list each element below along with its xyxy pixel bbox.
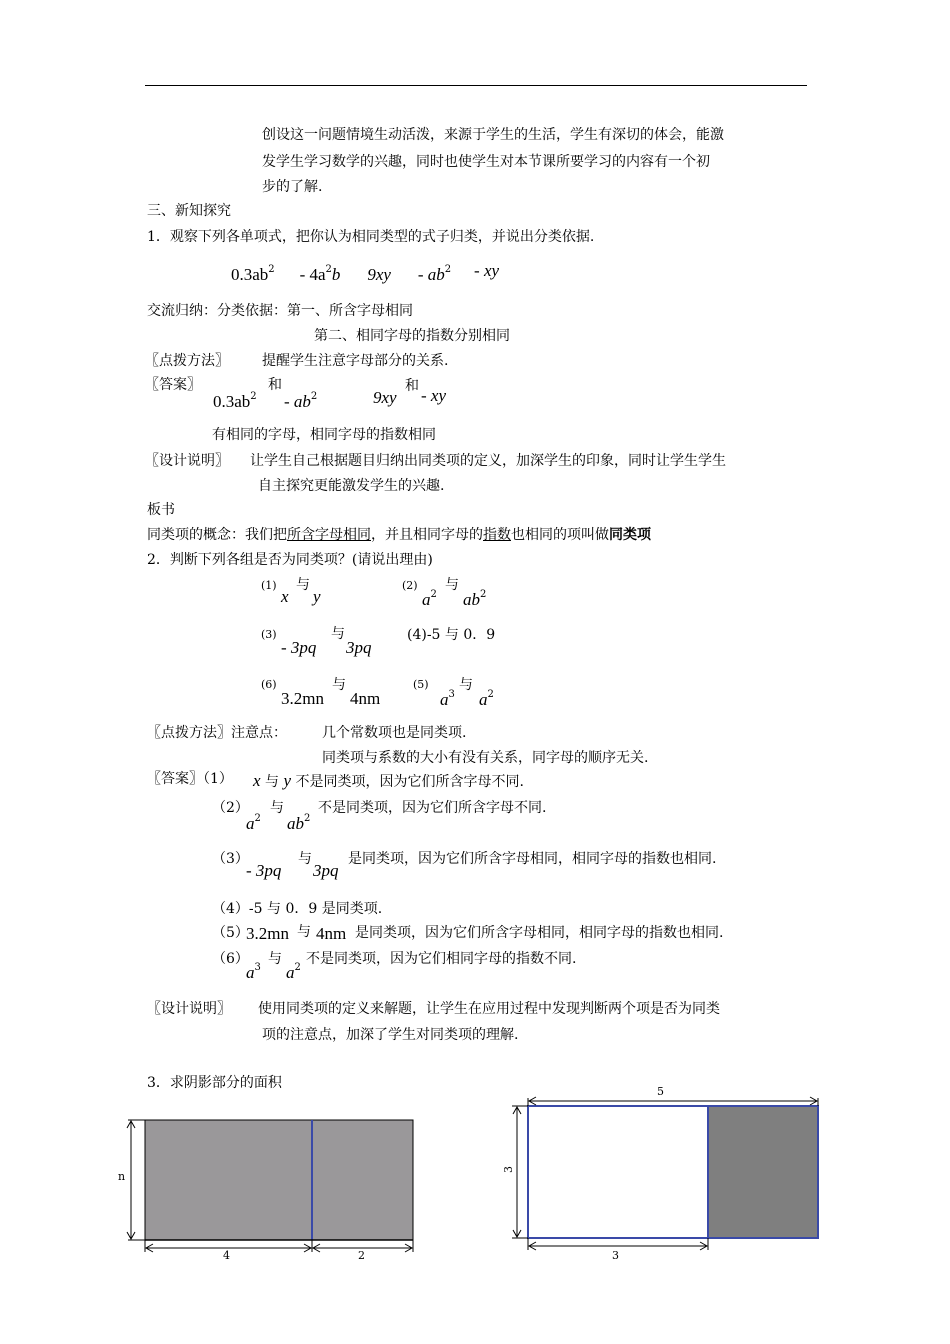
right-top-label: 5 xyxy=(657,1085,664,1098)
item-5-a: $a^3$ xyxy=(440,689,455,709)
tip2-label: 〖点拨方法〗注意点： xyxy=(147,725,287,741)
item-2-b: $ab^2$ xyxy=(463,589,487,609)
question-3-prompt: 3．求阴影部分的面积 xyxy=(147,1075,282,1091)
design-line-2: 自主探究更能激发学生的兴趣. xyxy=(258,478,445,494)
answer-2-with: 与 xyxy=(270,800,284,816)
answer-group-1: $0.3ab^2$ xyxy=(213,391,257,411)
answer-6-b: $a^2$ xyxy=(286,962,301,982)
answer-note: 有相同的字母，相同字母的指数相同 xyxy=(212,427,436,443)
item-2-with: 与 xyxy=(445,577,459,593)
summary-line-1: 交流归纳：分类依据：第一、所含字母相同 xyxy=(147,303,413,319)
answer-5-with: 与 xyxy=(297,924,311,940)
item-3-b: 3pq xyxy=(346,638,372,657)
left-height-label: n xyxy=(118,1170,126,1183)
summary-line-2: 第二、相同字母的指数分别相同 xyxy=(314,328,510,344)
answer-6-text: 不是同类项，因为它们相同字母的指数不同. xyxy=(306,951,577,967)
answer-3-number: （3） xyxy=(212,851,249,867)
item-5-b: $a^2$ xyxy=(479,689,494,709)
answer-2-text: 不是同类项，因为它们所含字母不同. xyxy=(318,800,547,816)
design-label: 〖设计说明〗 xyxy=(145,453,229,469)
monomial-list: $0.3ab^2 - 4a^2b$ $9xy - ab^2$ - xy xyxy=(231,261,500,284)
answer-group-2b: - xy xyxy=(421,386,447,405)
item-6-b: 4nm xyxy=(350,689,381,708)
answer-3-text: 是同类项，因为它们所含字母相同，相同字母的指数也相同. xyxy=(348,851,717,867)
left-figure xyxy=(127,1120,413,1252)
answer-group-1b: - $ab^2$ xyxy=(284,391,318,411)
answer-6-with: 与 xyxy=(268,951,282,967)
item-6-number: (6) xyxy=(261,678,277,691)
board-label: 板书 xyxy=(147,502,175,518)
right-shaded-rect xyxy=(708,1106,818,1238)
answer-1: x 与 y 不是同类项，因为它们所含字母不同. xyxy=(253,771,524,790)
answer-6-a: $a^3$ xyxy=(246,962,261,982)
item-4: (4)-5 与 0．9 xyxy=(407,627,496,643)
right-side-label: 3 xyxy=(502,1166,515,1173)
answer-group-2: 9xy xyxy=(373,388,397,407)
answer-3-b: 3pq xyxy=(313,861,339,880)
left-width1-label: 4 xyxy=(223,1249,230,1262)
tip-label: 〖点拨方法〗 xyxy=(145,353,229,369)
tip-text: 提醒学生注意字母部分的关系. xyxy=(262,353,449,369)
answer-3-with: 与 xyxy=(298,851,312,867)
answer-5-number: （5） xyxy=(212,925,249,941)
left-shaded-rect xyxy=(145,1120,413,1240)
tip2-line-1: 几个常数项也是同类项. xyxy=(322,725,467,741)
answer-5-a: 3.2mn xyxy=(246,924,289,943)
question-1-prompt: 1．观察下列各单项式，把你认为相同类型的式子归类，并说出分类依据. xyxy=(147,229,595,245)
item-5-with: 与 xyxy=(459,677,473,693)
definition: 同类项的概念：我们把所含字母相同，并且相同字母的指数也相同的项叫做同类项 xyxy=(147,527,651,543)
right-figure xyxy=(512,1097,818,1250)
design2-line-2: 项的注意点，加深了学生对同类项的理解. xyxy=(262,1027,519,1043)
item-2-a: $a^2$ xyxy=(422,589,437,609)
item-6-a: 3.2mn xyxy=(281,689,324,708)
answer-3-a: - 3pq xyxy=(246,861,282,880)
and-word-2: 和 xyxy=(405,378,419,394)
item-3-a: - 3pq xyxy=(281,638,317,657)
and-word-1: 和 xyxy=(268,377,282,393)
answer-4: （4）-5 与 0．9 是同类项. xyxy=(212,901,383,917)
item-1-with: 与 xyxy=(296,577,310,593)
item-5-number: (5) xyxy=(413,678,429,691)
answer2-label: 〖答案〗（1） xyxy=(147,771,233,787)
section-heading: 三、新知探究 xyxy=(147,203,231,219)
left-width2-label: 2 xyxy=(358,1249,365,1262)
answer-5-b: 4nm xyxy=(316,924,347,943)
item-3-with: 与 xyxy=(331,626,345,642)
answer-6-number: （6） xyxy=(212,951,249,967)
intro-line-1: 创设这一问题情境生动活泼，来源于学生的生活，学生有深切的体会，能激 xyxy=(262,127,724,143)
item-6-with: 与 xyxy=(332,677,346,693)
question-2-prompt: 2．判断下列各组是否为同类项？(请说出理由) xyxy=(147,552,433,568)
design2-label: 〖设计说明〗 xyxy=(147,1001,231,1017)
intro-line-2: 发学生学习数学的兴趣，同时也使学生对本节课所要学习的内容有一个初 xyxy=(262,154,710,170)
answer-2-a: $a^2$ xyxy=(246,813,261,833)
design2-line-1: 使用同类项的定义来解题，让学生在应用过程中发现判断两个项是否为同类 xyxy=(258,1001,720,1017)
answer-2-b: $ab^2$ xyxy=(287,813,311,833)
right-bottom-label: 3 xyxy=(612,1249,619,1262)
item-2-number: (2) xyxy=(402,579,418,592)
tip2-line-2: 同类项与系数的大小有没有关系，同字母的顺序无关. xyxy=(322,750,649,766)
item-1-a: x xyxy=(281,587,289,606)
item-1-b: y xyxy=(313,587,321,606)
design-line-1: 让学生自己根据题目归纳出同类项的定义，加深学生的印象，同时让学生学生 xyxy=(250,453,726,469)
intro-line-3: 步的了解. xyxy=(262,179,323,195)
answer-5-text: 是同类项，因为它们所含字母相同，相同字母的指数也相同. xyxy=(355,925,724,941)
answer-2-number: （2） xyxy=(212,800,249,816)
answer-label: 〖答案〗 xyxy=(145,377,201,393)
item-3-number: (3) xyxy=(261,628,277,641)
item-1-number: (1) xyxy=(261,579,277,592)
